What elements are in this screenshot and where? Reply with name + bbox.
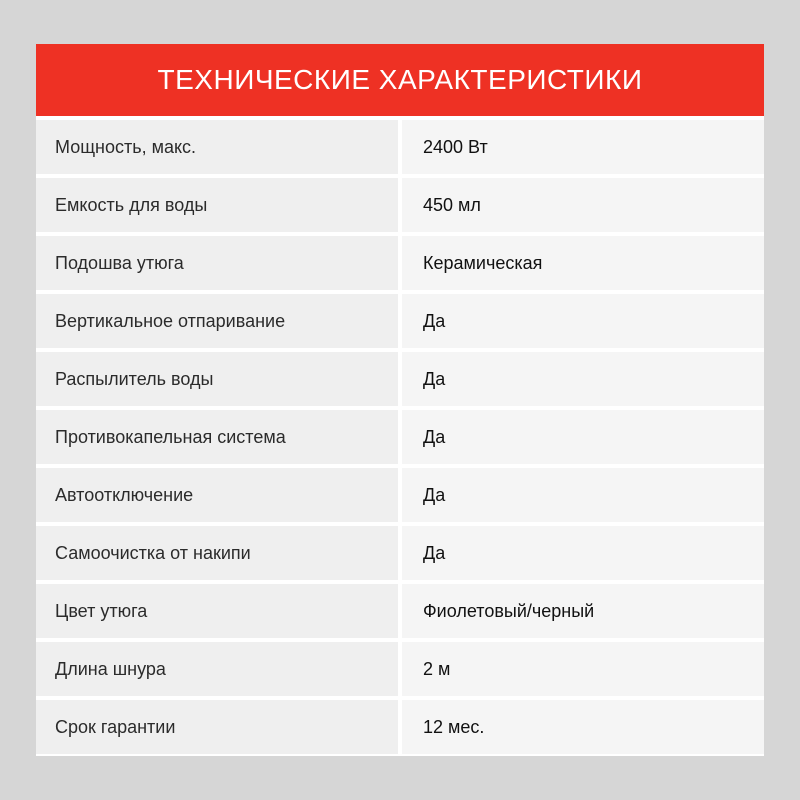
spec-value: Да (402, 468, 764, 522)
spec-value: Да (402, 410, 764, 464)
table-row (36, 642, 764, 696)
spec-label: Мощность, макс. (36, 120, 398, 174)
spec-value: 2400 Вт (402, 120, 764, 174)
spec-label: Самоочистка от накипи (36, 526, 398, 580)
spec-label: Подошва утюга (36, 236, 398, 290)
spec-value: Да (402, 526, 764, 580)
table-row (36, 236, 764, 290)
spec-value: Да (402, 352, 764, 406)
spec-label: Противокапельная система (36, 410, 398, 464)
table-row (36, 410, 764, 464)
table-row (36, 294, 764, 348)
spec-value: Керамическая (402, 236, 764, 290)
table-row (36, 352, 764, 406)
spec-label: Длина шнура (36, 642, 398, 696)
table-row (36, 584, 764, 638)
spec-value: 12 мес. (402, 700, 764, 754)
spec-label: Распылитель воды (36, 352, 398, 406)
spec-header (36, 44, 764, 116)
spec-label: Автоотключение (36, 468, 398, 522)
table-row (36, 120, 764, 174)
spec-value: Фиолетовый/черный (402, 584, 764, 638)
spec-value: Да (402, 294, 764, 348)
spec-value: 2 м (402, 642, 764, 696)
spec-label: Емкость для воды (36, 178, 398, 232)
table-row (36, 526, 764, 580)
table-row (36, 178, 764, 232)
spec-label: Вертикальное отпаривание (36, 294, 398, 348)
spec-table (36, 120, 764, 758)
table-row (36, 468, 764, 522)
spec-value: 450 мл (402, 178, 764, 232)
page-title: ТЕХНИЧЕСКИЕ ХАРАКТЕРИСТИКИ (157, 64, 643, 95)
spec-label: Срок гарантии (36, 700, 398, 754)
spec-label: Цвет утюга (36, 584, 398, 638)
spec-card (36, 44, 764, 756)
table-row (36, 700, 764, 754)
